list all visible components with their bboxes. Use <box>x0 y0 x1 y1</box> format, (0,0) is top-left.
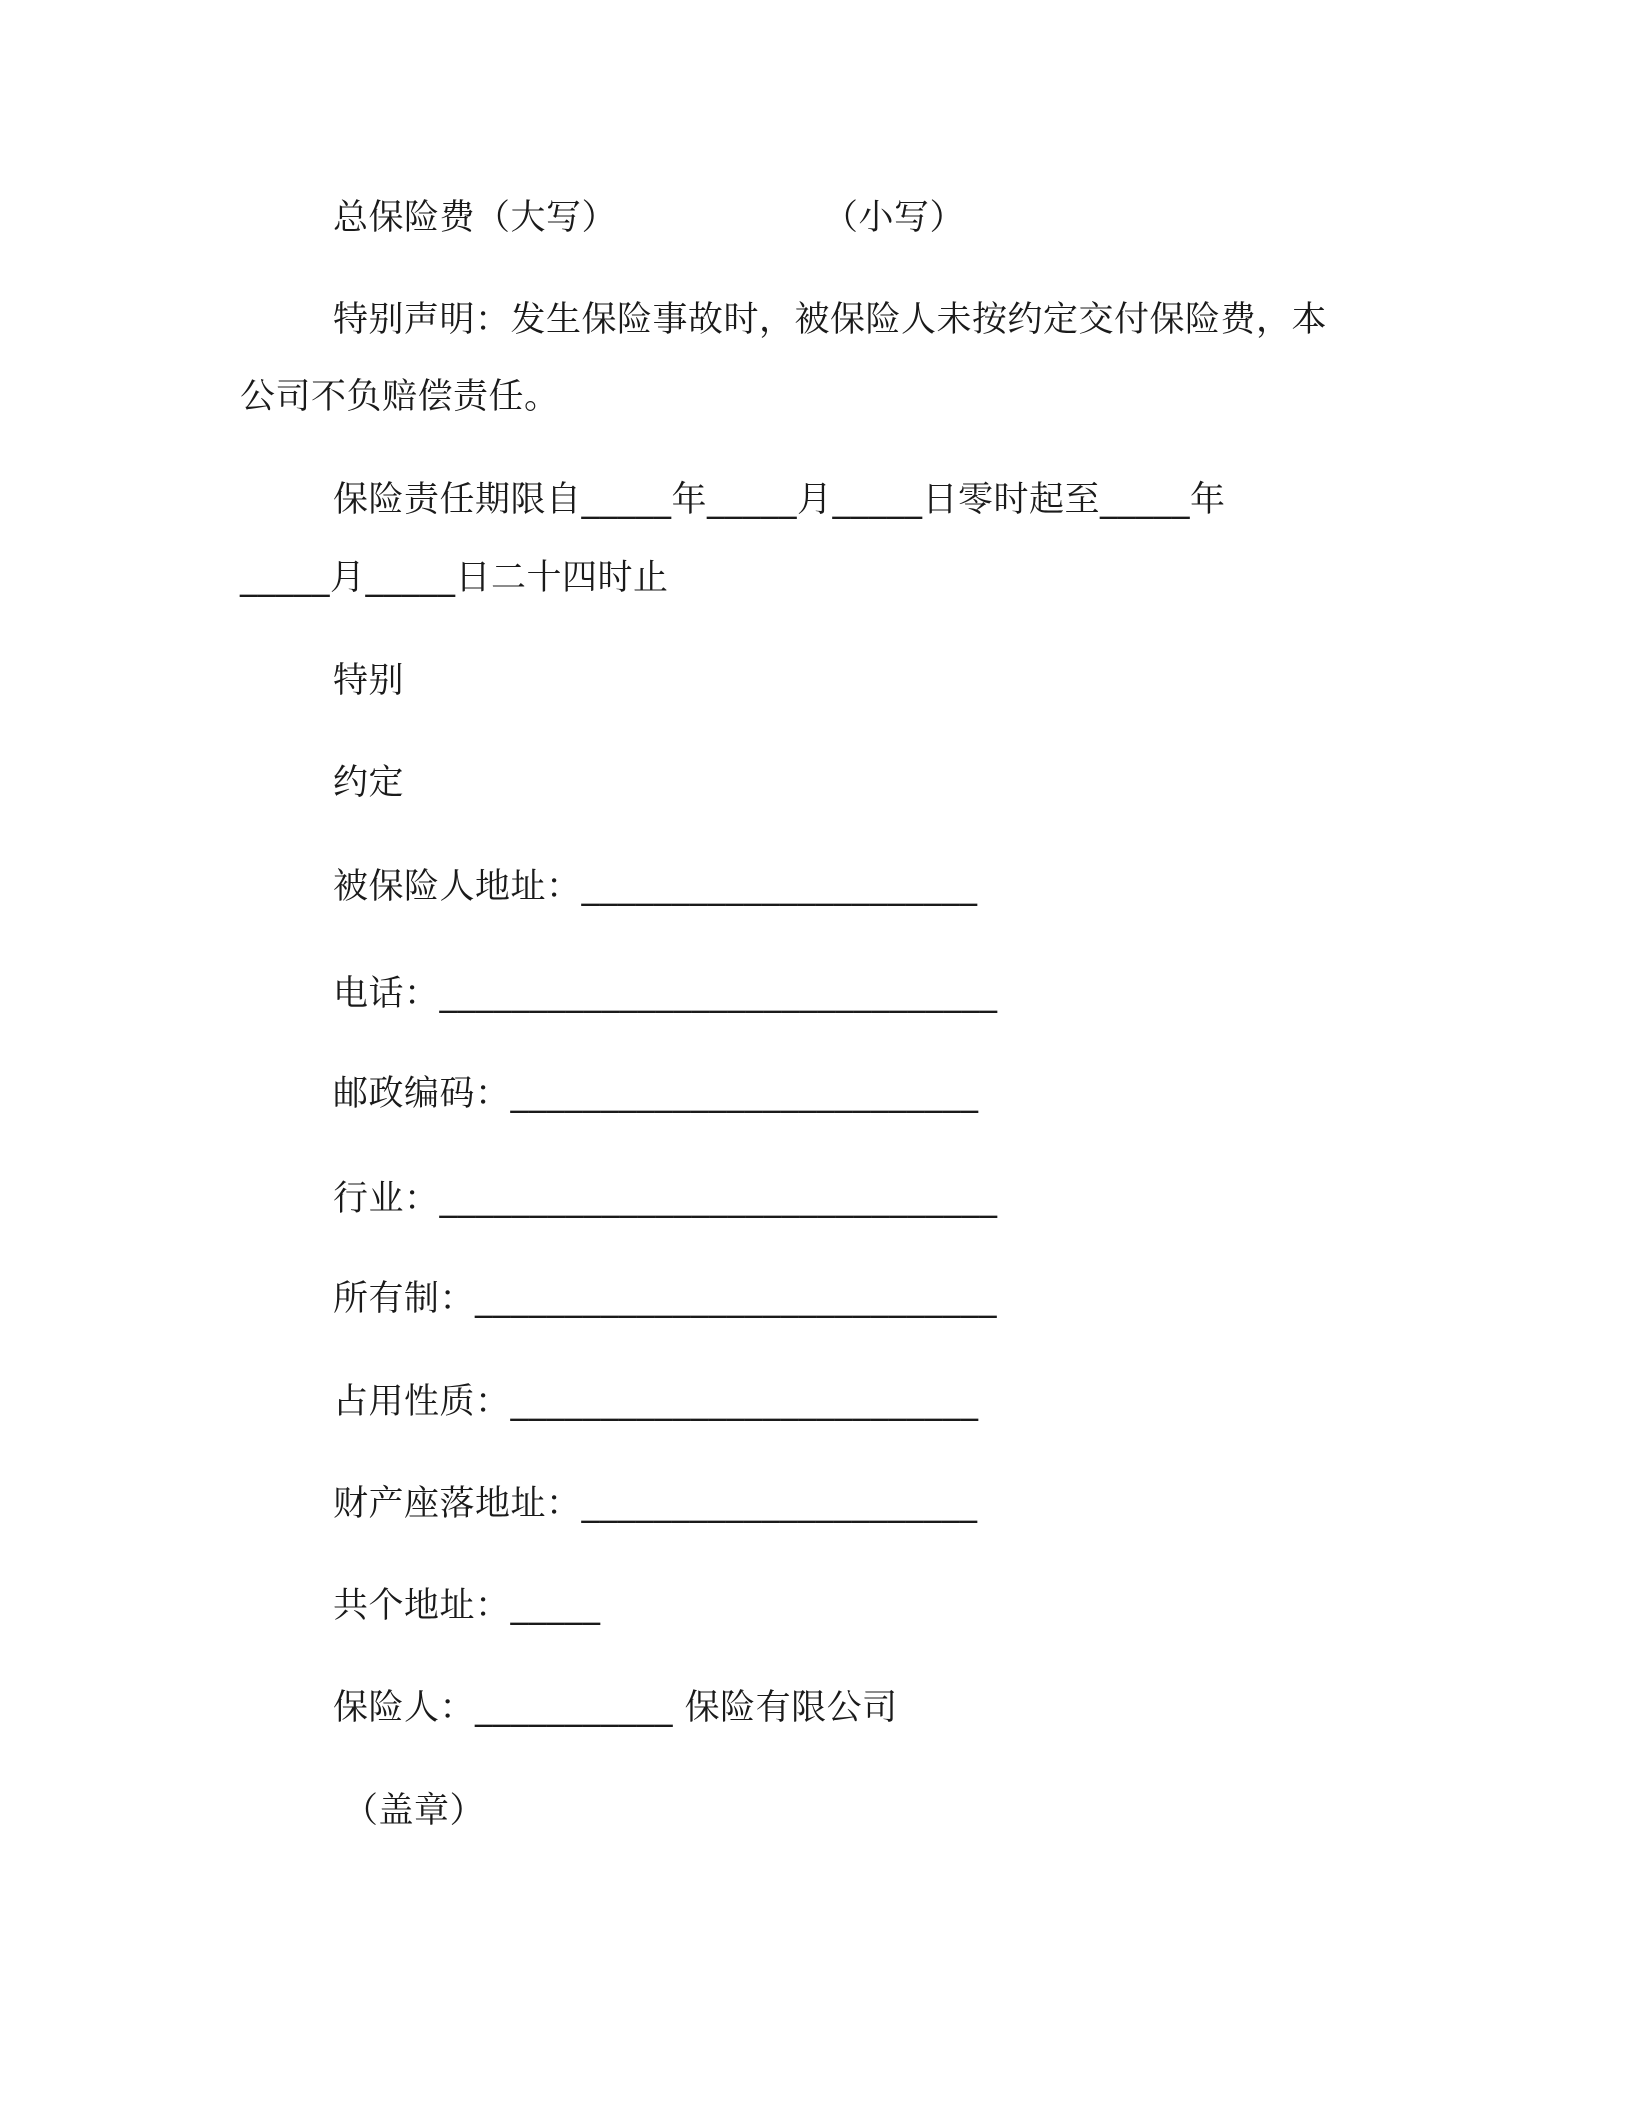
special-agreement-label-1: 特别 <box>333 661 405 701</box>
industry-field: 行业：_______________________________ <box>333 1179 998 1219</box>
special-agreement-label-2: 约定 <box>333 763 405 803</box>
shared-address-field: 共个地址：_____ <box>333 1586 601 1626</box>
occupancy-nature-field: 占用性质：__________________________ <box>333 1382 979 1422</box>
special-statement-line-2: 公司不负赔偿责任。 <box>240 377 560 417</box>
insurance-period-line-1: 保险责任期限自_____年_____月_____日零时起至_____年 <box>333 480 1226 520</box>
special-statement-line-1: 特别声明：发生保险事故时，被保险人未按约定交付保险费，本 <box>333 300 1328 340</box>
phone-field: 电话：_______________________________ <box>333 974 998 1014</box>
ownership-field: 所有制：_____________________________ <box>333 1279 998 1319</box>
total-premium-lower-label: （小写） <box>823 198 966 238</box>
insurance-period-line-2: _____月_____日二十四时止 <box>240 558 669 598</box>
seal-label: （盖章） <box>343 1791 486 1831</box>
insured-address-field: 被保险人地址：______________________ <box>333 867 978 907</box>
total-premium-upper-label: 总保险费（大写） <box>333 198 618 238</box>
postal-code-field: 邮政编码：__________________________ <box>333 1074 979 1114</box>
insurer-line: 保险人：___________ 保险有限公司 <box>333 1688 898 1728</box>
property-location-address-field: 财产座落地址：______________________ <box>333 1484 978 1524</box>
